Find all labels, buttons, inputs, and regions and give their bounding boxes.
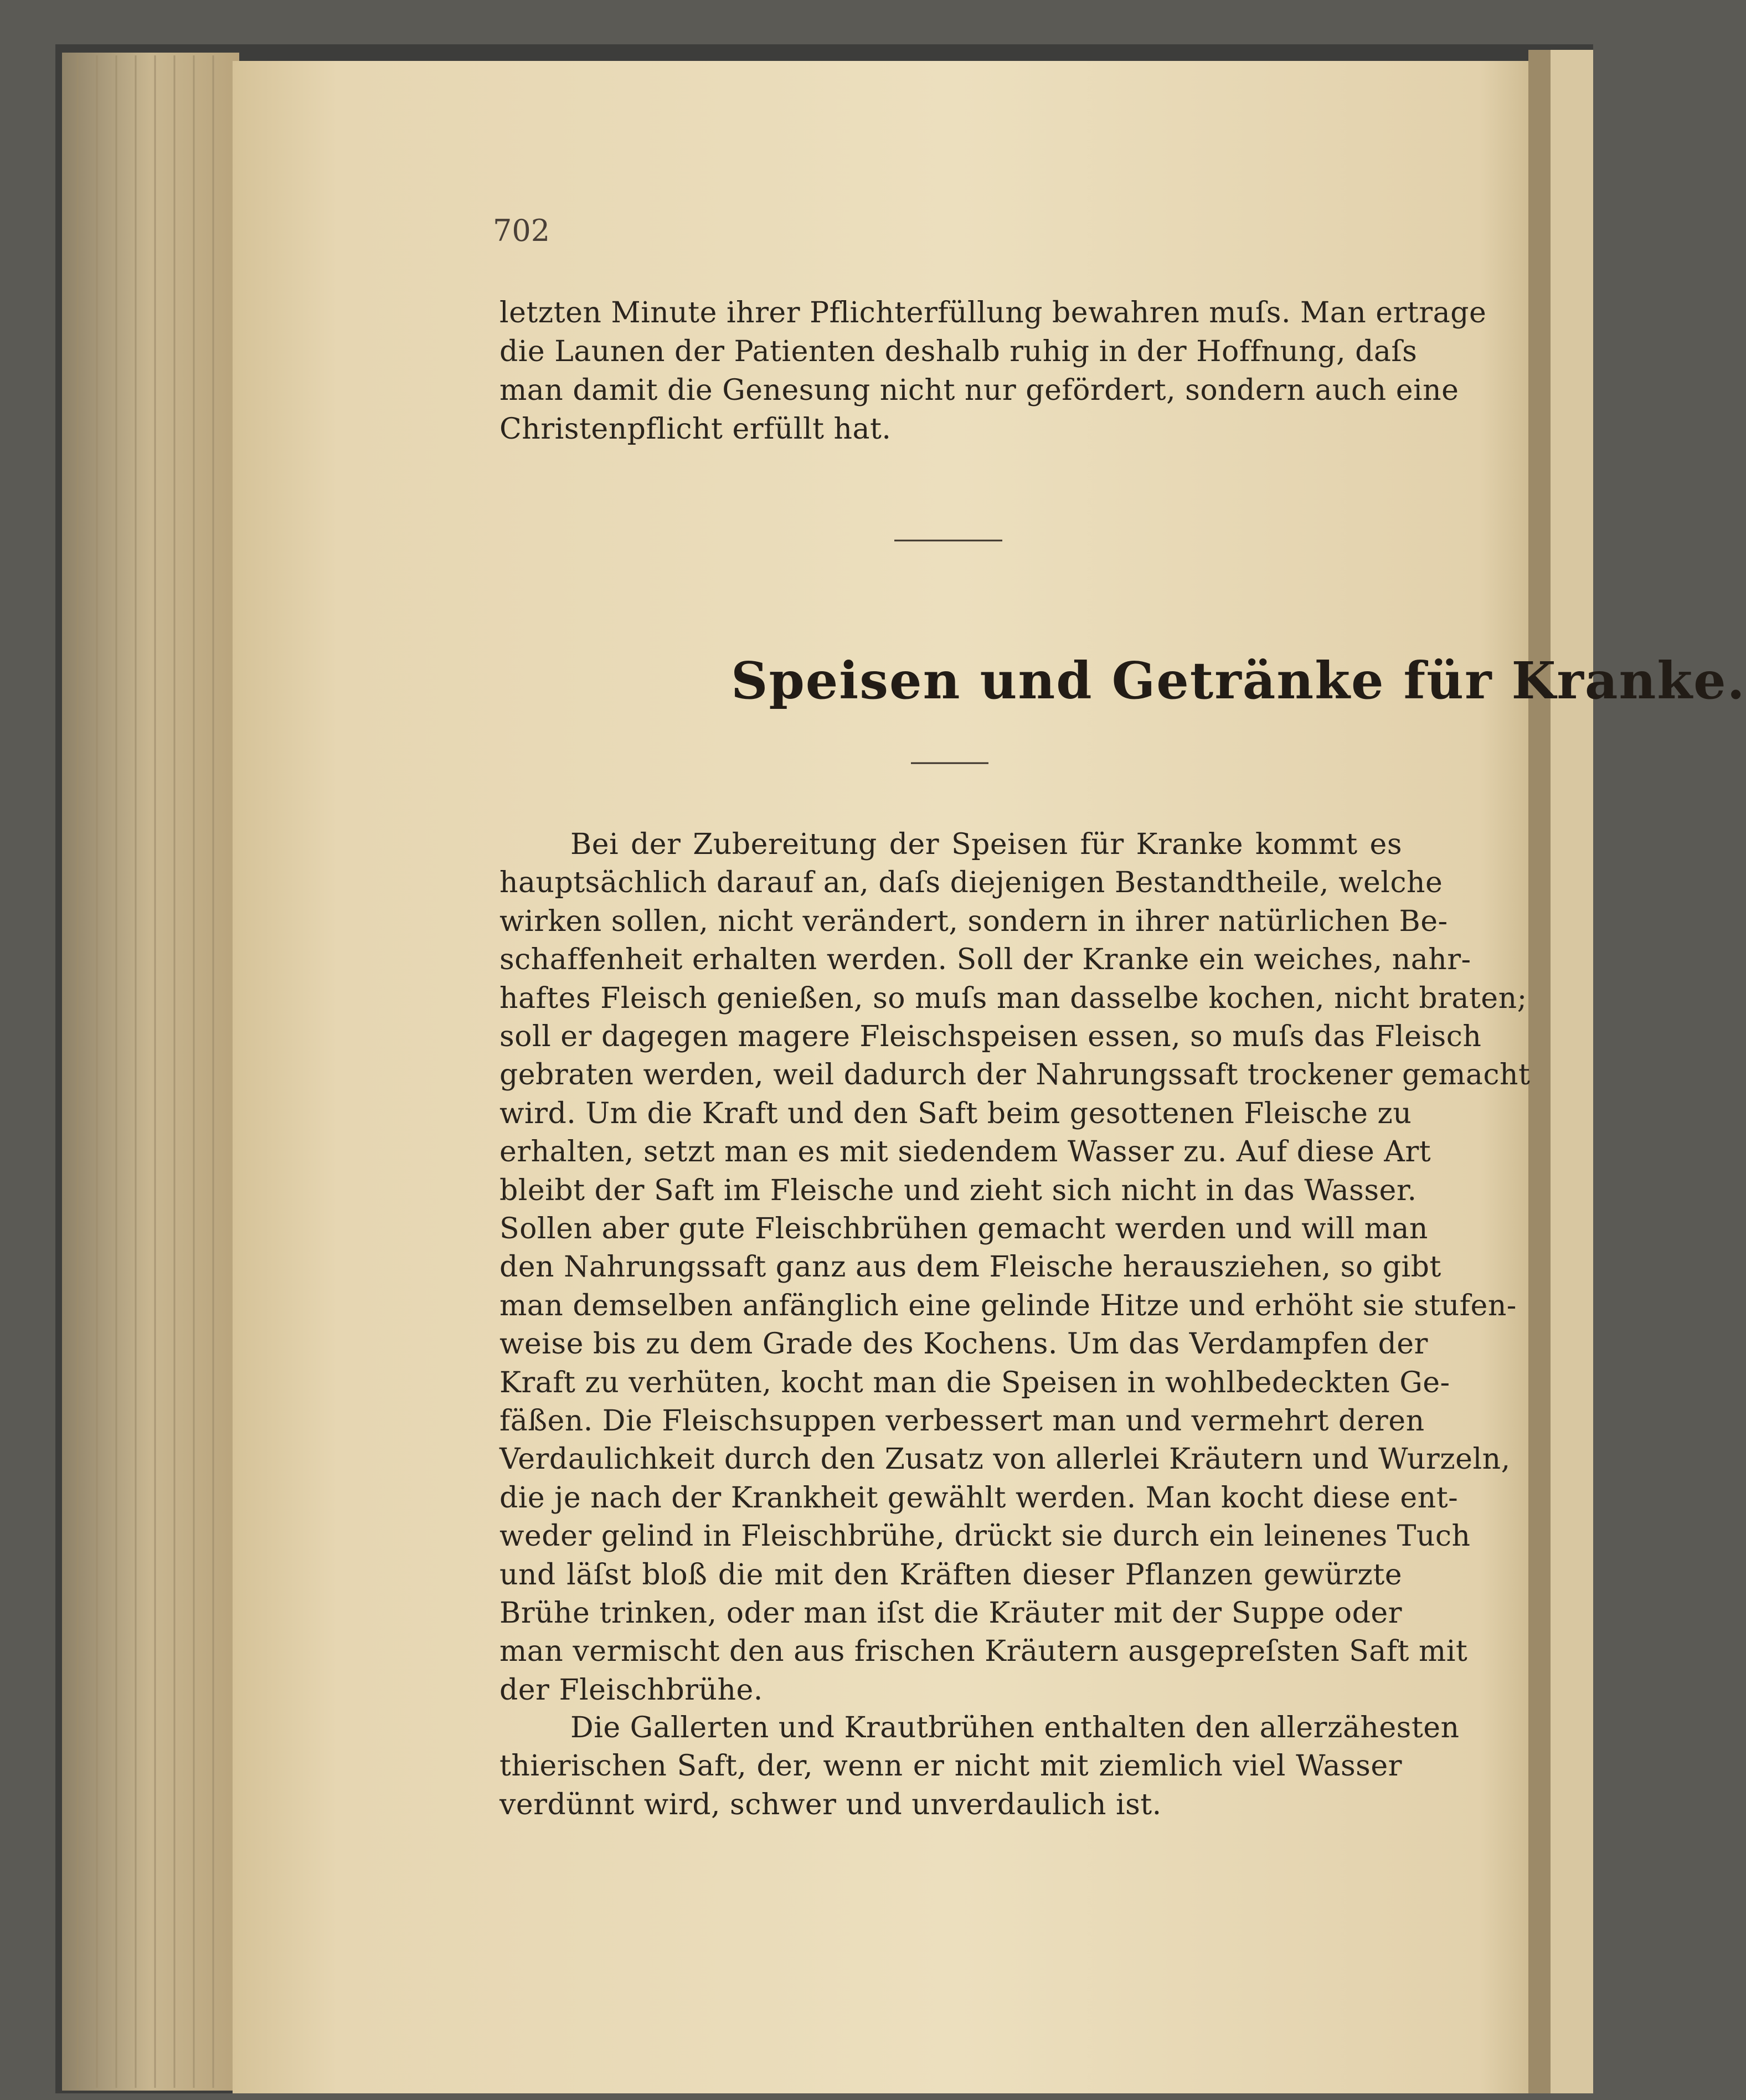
- text-line: weder gelind in Fleischbrühe, drückt sie durch ein leinenes Tuch: [499, 1520, 1471, 1553]
- text-line: weise bis zu dem Grade des Kochens. Um das Verdampfen der: [499, 1327, 1428, 1361]
- text-line: die je nach der Krankheit gewählt werden. Man kocht diese ent-: [499, 1481, 1459, 1515]
- text-line: wird. Um die Kraft und den Saft beim gesottenen Fleische zu: [499, 1097, 1412, 1130]
- text-line: letzten Minute ihrer Pflichterfüllung bewahren muſs. Man ertrage: [499, 296, 1487, 330]
- text-line: Bei der Zubereitung der Speisen für Kranke kommt es: [570, 828, 1402, 861]
- text-line: man damit die Genesung nicht nur gefördert, sondern auch eine: [499, 374, 1459, 407]
- text-line: haftes Fleisch genießen, so muſs man dasselbe kochen, nicht braten;: [499, 981, 1527, 1015]
- text-line: den Nahrungssaft ganz aus dem Fleische herausziehen, so gibt: [499, 1250, 1441, 1284]
- text-line: man vermischt den aus frischen Kräutern ausgepreſsten Saft mit: [499, 1635, 1468, 1669]
- text-line: hauptsächlich darauf an, daſs diejenigen Bestandtheile, welche: [499, 866, 1443, 900]
- text-line: Verdaulichkeit durch den Zusatz von allerlei Kräutern und Wurzeln,: [499, 1443, 1511, 1476]
- text-line: soll er dagegen magere Fleischspeisen essen, so muſs das Fleisch: [499, 1020, 1482, 1053]
- text-line: Kraft zu verhüten, kocht man die Speisen in wohlbedeckten Ge-: [499, 1366, 1450, 1399]
- text-line: schaffenheit erhalten werden. Soll der Kranke ein weiches, nahr-: [499, 943, 1471, 977]
- text-line: fäßen. Die Fleischsuppen verbessert man und vermehrt deren: [499, 1404, 1425, 1438]
- text-line: und läſst bloß die mit den Kräften dieser Pflanzen gewürzte: [499, 1558, 1402, 1592]
- text-line: gebraten werden, weil dadurch der Nahrungssaft trockener gemacht: [499, 1058, 1531, 1092]
- text-line: Sollen aber gute Fleischbrühen gemacht werden und will man: [499, 1212, 1428, 1245]
- text-line: erhalten, setzt man es mit siedendem Wasser zu. Auf diese Art: [499, 1135, 1431, 1169]
- text-line: Die Gallerten und Krautbrühen enthalten den allerzähesten: [570, 1711, 1460, 1744]
- text-line: wirken sollen, nicht verändert, sondern in ihrer natürlichen Be-: [499, 904, 1448, 938]
- text-line: bleibt der Saft im Fleische und zieht sich nicht in das Wasser.: [499, 1173, 1417, 1207]
- text-line: man demselben anfänglich eine gelinde Hitze und erhöht sie stufen-: [499, 1289, 1517, 1322]
- text-line: Christenpflicht erfüllt hat.: [499, 413, 892, 446]
- text-line: die Launen der Patienten deshalb ruhig in der Hoffnung, daſs: [499, 335, 1418, 368]
- chapter-heading: Speisen und Getränke für Kranke.: [731, 651, 1746, 711]
- text-line: thierischen Saft, der, wenn er nicht mit ziemlich viel Wasser: [499, 1749, 1402, 1783]
- text-line: der Fleischbrühe.: [499, 1673, 763, 1707]
- text-line: verdünnt wird, schwer und unverdaulich ist.: [499, 1788, 1162, 1821]
- text-line: Brühe trinken, oder man iſst die Kräuter mit der Suppe oder: [499, 1597, 1402, 1630]
- page-number: 702: [493, 213, 550, 248]
